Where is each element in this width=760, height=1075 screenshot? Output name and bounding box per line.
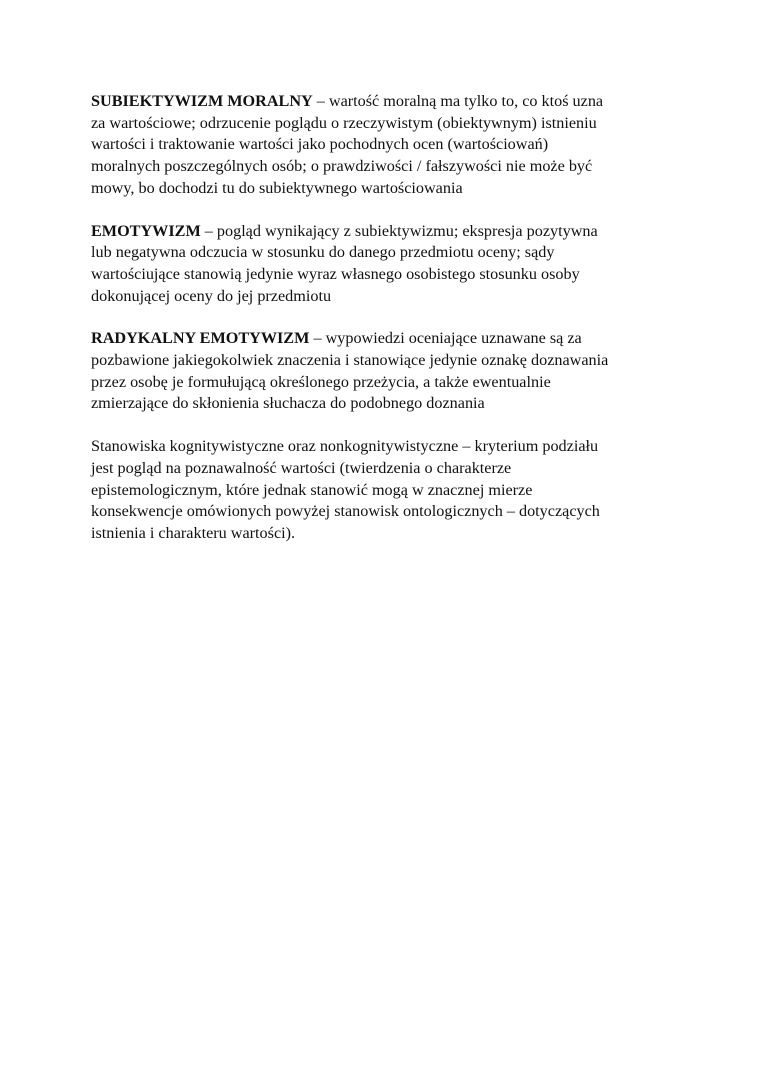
text-line: istnienia i charakteru wartości). (91, 523, 296, 542)
text-line: moralnych poszczególnych osób; o prawdziwości / fałszywości nie może być (91, 157, 593, 176)
paragraph-stanowiska (91, 436, 671, 545)
paragraph-subiektywizm-moralny (91, 91, 671, 200)
text-line: lub negatywna odczucia w stosunku do danego przedmiotu oceny; sądy (91, 243, 555, 262)
text-line: mowy, bo dochodzi tu do subiektywnego wartościowania (91, 178, 463, 197)
text-line: epistemologicznym, które jednak stanowić mogą w znacznej mierze (91, 480, 533, 499)
text-line: jest pogląd na poznawalność wartości (twierdzenia o charakterze (91, 458, 512, 477)
text-line-content: – pogląd wynikający z subiektywizmu; ekspresja pozytywna (200, 221, 598, 240)
text-line: dokonującej oceny do jej przedmiotu (91, 286, 332, 305)
text-line: konsekwencje omówionych powyżej stanowisk ontologicznych – dotyczących (91, 502, 600, 521)
paragraph-radykalny-emotywizm (91, 328, 671, 415)
text-line-content: – wypowiedzi oceniające uznawane są za (309, 329, 582, 348)
text-line (91, 328, 671, 350)
text-line (91, 221, 671, 243)
text-line: za wartościowe; odrzucenie poglądu o rzeczywistym (obiektywnym) istnieniu (91, 113, 597, 132)
term-heading: SUBIEKTYWIZM MORALNY (91, 92, 313, 110)
term-heading: EMOTYWIZM (91, 221, 201, 240)
text-line (91, 91, 671, 113)
text-line: przez osobę je formułującą określonego przeżycia, a także ewentualnie (91, 372, 551, 391)
text-line-content: – wartość moralną ma tylko to, co ktoś uzna (312, 92, 604, 110)
text-line: wartościujące stanowią jedynie wyraz własnego osobistego stosunku osoby (91, 264, 580, 283)
text-line: Stanowiska kognitywistyczne oraz nonkognitywistyczne – kryterium podziału (91, 437, 599, 456)
document-body (91, 91, 671, 566)
paragraph-emotywizm (91, 221, 671, 308)
text-line: zmierzające do skłonienia słuchacza do podobnego doznania (91, 394, 485, 413)
text-line: wartości i traktowanie wartości jako pochodnych ocen (wartościowań) (91, 135, 549, 154)
text-line: pozbawione jakiegokolwiek znaczenia i stanowiące jedynie oznakę doznawania (91, 351, 609, 370)
term-heading: RADYKALNY EMOTYWIZM (91, 329, 310, 348)
